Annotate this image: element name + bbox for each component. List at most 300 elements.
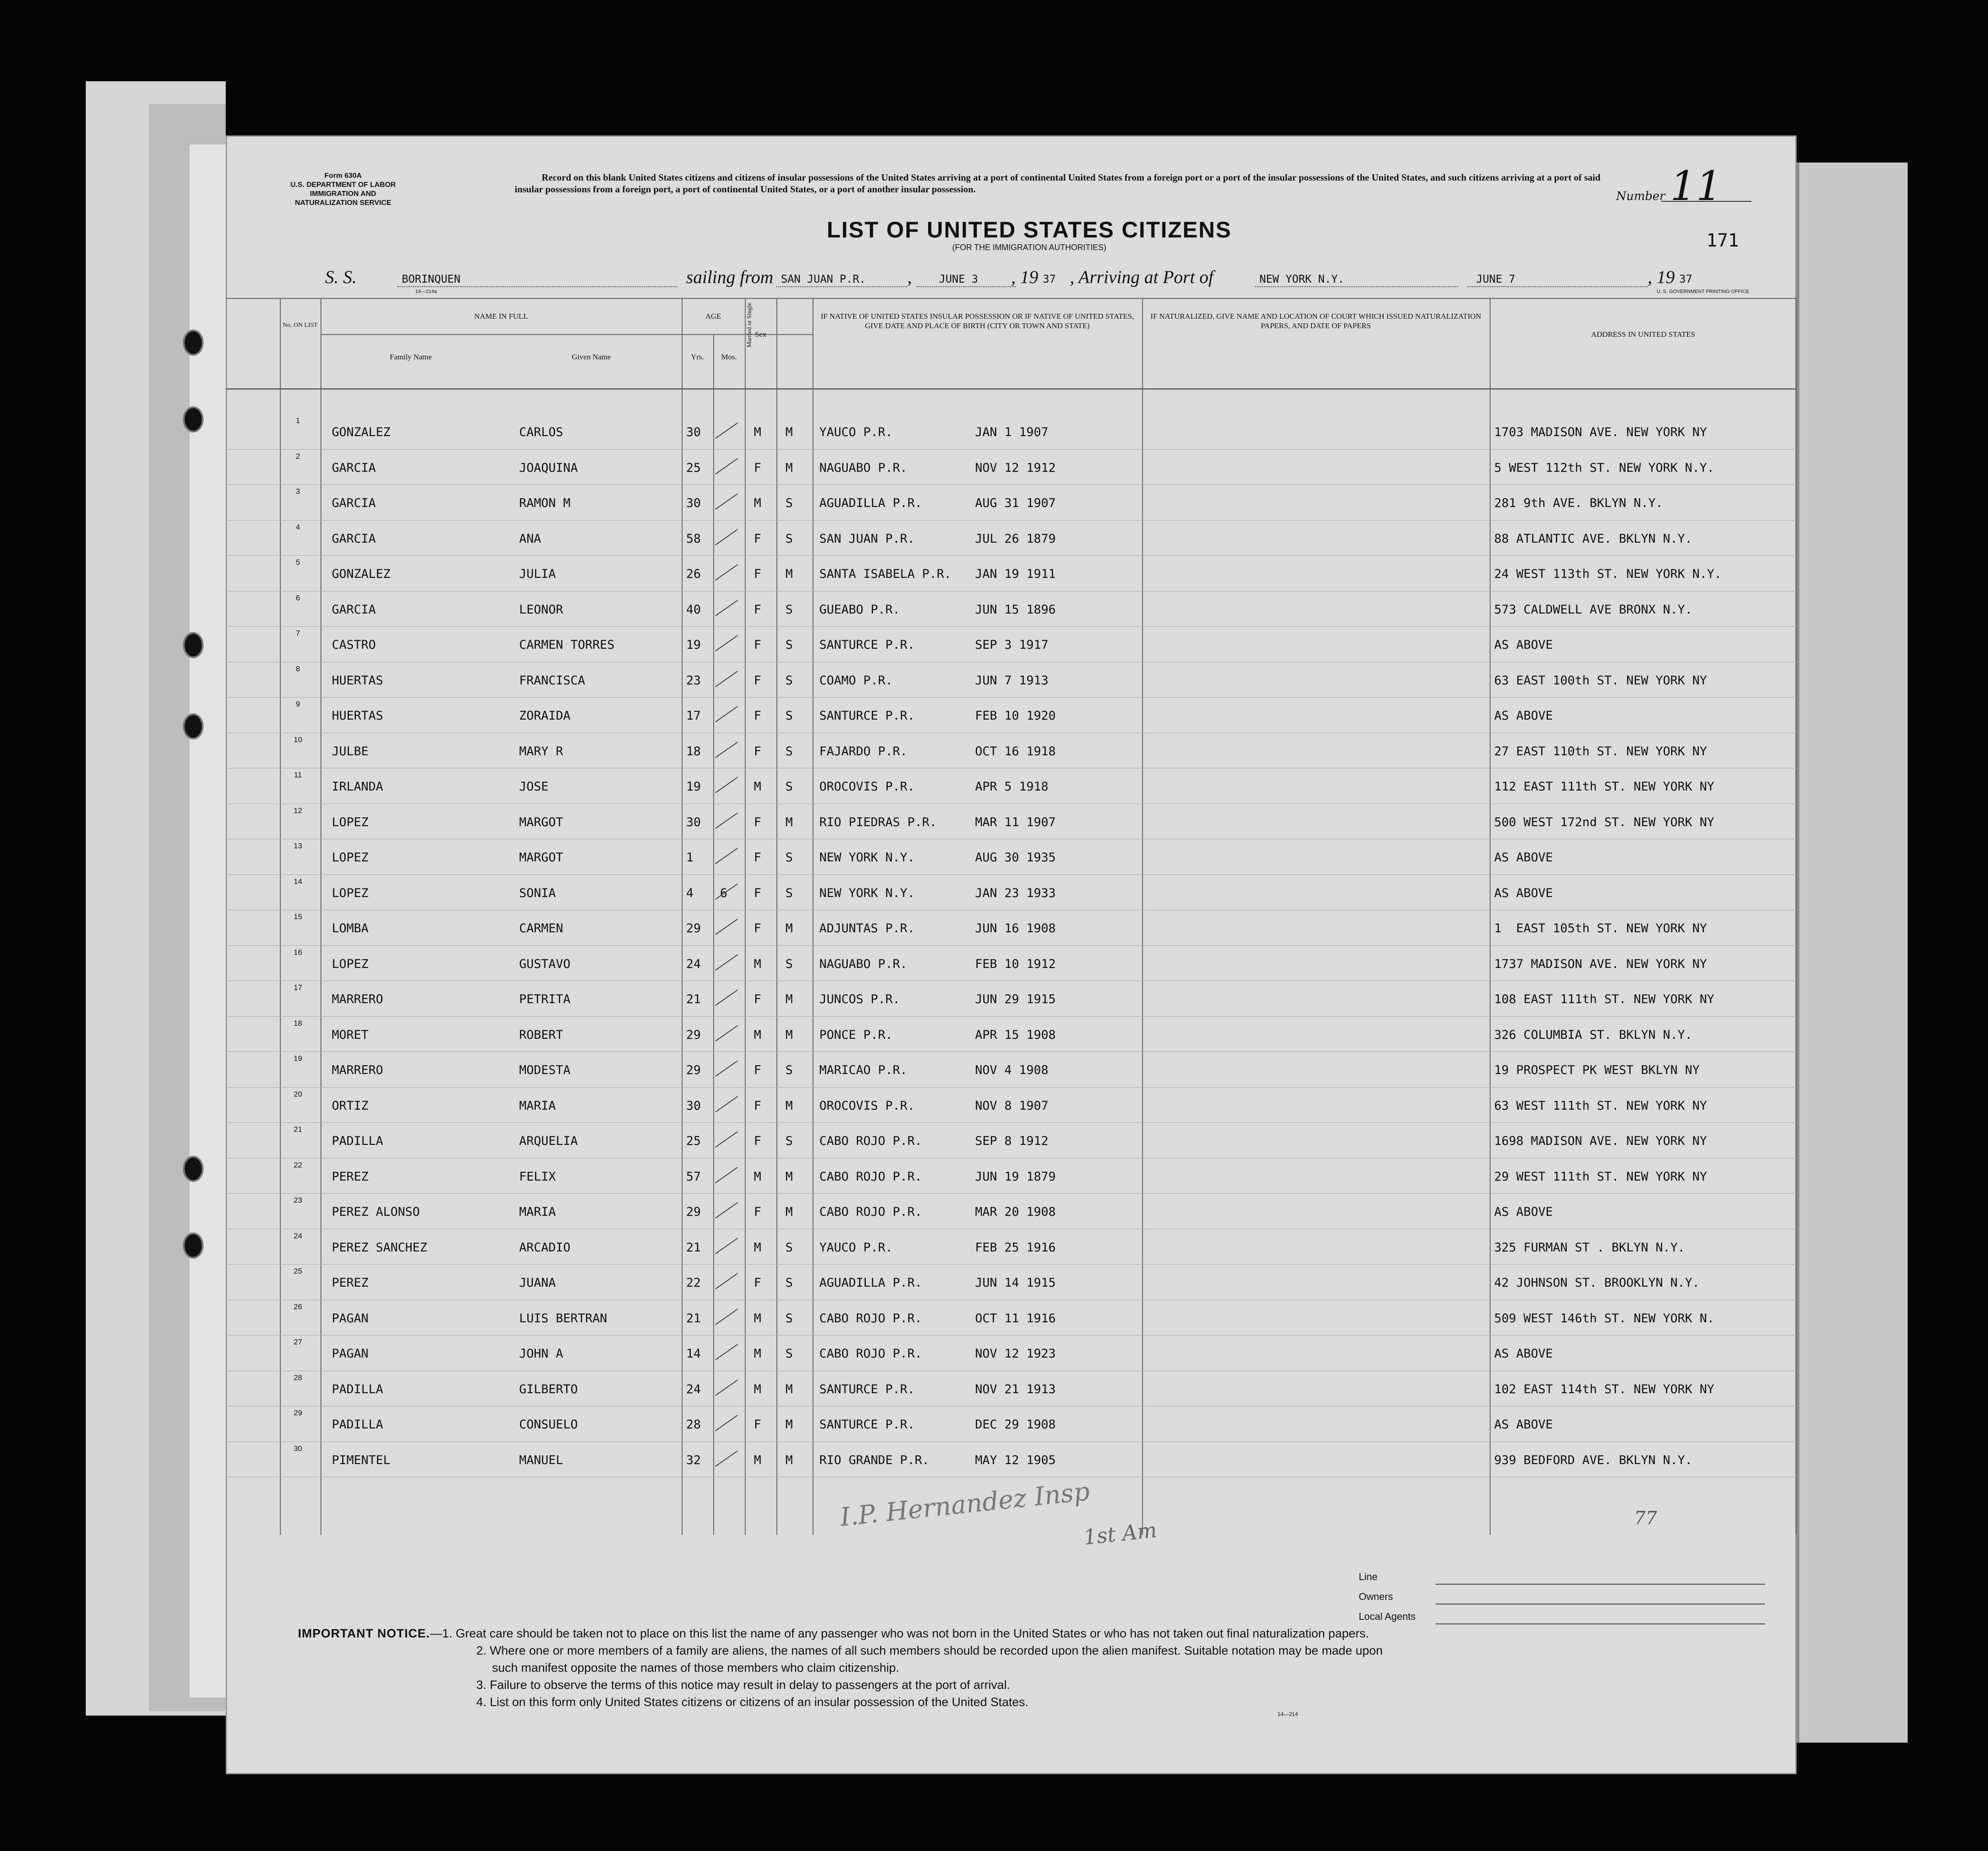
- given-name: ANA: [519, 531, 541, 546]
- marital-status: M: [785, 1028, 793, 1042]
- family-name: GONZALEZ: [332, 567, 391, 581]
- address: 325 FURMAN ST . BKLYN N.Y.: [1494, 1240, 1685, 1255]
- age-years: 14: [686, 1347, 701, 1361]
- check-mark: [715, 954, 738, 970]
- given-name: CARMEN TORRES: [519, 638, 615, 652]
- row-number: 14: [293, 877, 302, 886]
- age-years: 30: [686, 1098, 701, 1113]
- row-number: 30: [293, 1444, 302, 1453]
- given-name: MARGOT: [519, 815, 563, 829]
- departure-date: JUNE 3: [939, 273, 978, 285]
- table-row: [226, 629, 1797, 668]
- row-number: 25: [293, 1267, 302, 1275]
- inspector-signature: I.P. Hernandez Insp: [839, 1477, 1092, 1532]
- birth-place: NEW YORK N.Y.: [819, 851, 915, 865]
- header-no-on-list: No. ON LIST: [283, 322, 318, 329]
- marital-status: S: [785, 1276, 793, 1290]
- header-mos: Mos.: [721, 353, 737, 361]
- voyage-line: [325, 266, 1774, 293]
- birth-place: AGUADILLA P.R.: [819, 1276, 922, 1290]
- table-row: [226, 451, 1797, 491]
- table-row: [226, 771, 1797, 810]
- marital-status: M: [785, 1453, 793, 1467]
- marital-status: M: [785, 1169, 793, 1184]
- age-years: 25: [686, 460, 701, 475]
- family-name: ORTIZ: [332, 1098, 369, 1113]
- address: AS ABOVE: [1494, 638, 1553, 652]
- department: U.S. DEPARTMENT OF LABOR: [290, 181, 396, 189]
- row-number: 8: [296, 664, 300, 673]
- row-number: 9: [296, 700, 300, 708]
- table-row: [226, 1054, 1797, 1093]
- row-number: 2: [296, 451, 300, 460]
- given-name: ZORAIDA: [519, 709, 571, 723]
- check-mark: [715, 1237, 738, 1254]
- family-name: PEREZ SANCHEZ: [332, 1240, 427, 1255]
- row-number: 3: [296, 487, 300, 496]
- family-name: PADILLA: [332, 1418, 383, 1432]
- check-mark: [715, 1131, 738, 1148]
- header-naturalized: IF NATURALIZED, GIVE NAME AND LOCATION OF COURT WHICH ISSUED NATURALIZATION PAPERS, AND DATE OF PAPERS: [1150, 312, 1482, 330]
- sex: F: [754, 1098, 762, 1113]
- marital-status: S: [785, 1311, 793, 1325]
- marital-status: S: [785, 1347, 793, 1361]
- birth-date: NOV 4 1908: [975, 1063, 1049, 1077]
- check-mark: [715, 1379, 738, 1395]
- header-sex: Sex: [755, 330, 766, 339]
- check-mark: [715, 670, 738, 687]
- given-name: FELIX: [519, 1169, 556, 1184]
- marital-status: S: [785, 496, 793, 510]
- address: AS ABOVE: [1494, 1205, 1553, 1219]
- birth-place: MARICAO P.R.: [819, 1063, 908, 1077]
- birth-place: RIO GRANDE P.R.: [819, 1453, 929, 1467]
- sex: F: [754, 886, 762, 900]
- birth-place: SAN JUAN P.R.: [819, 531, 915, 546]
- family-name: MARRERO: [332, 1063, 383, 1077]
- birth-place: NAGUABO P.R.: [819, 460, 908, 475]
- row-rule: [226, 520, 1797, 521]
- family-name: MORET: [332, 1028, 369, 1042]
- check-mark: [715, 1273, 738, 1289]
- row-rule: [226, 1122, 1797, 1123]
- address: 1 EAST 105th ST. NEW YORK NY: [1494, 921, 1707, 935]
- row-number: 15: [293, 912, 302, 921]
- birth-date: FEB 10 1920: [975, 709, 1056, 723]
- row-rule: [226, 1016, 1797, 1017]
- marital-status: S: [785, 638, 793, 652]
- birth-date: JUN 16 1908: [975, 921, 1056, 935]
- table-row: [226, 416, 1797, 456]
- punch-hole: [183, 330, 204, 356]
- owners-label: Owners: [1359, 1591, 1393, 1602]
- arrival-year-prefix: , 19: [1648, 267, 1675, 287]
- address: 108 EAST 111th ST. NEW YORK NY: [1494, 992, 1714, 1006]
- marital-status: S: [785, 531, 793, 546]
- marital-status: M: [785, 460, 793, 475]
- agents-row: [1359, 1611, 1765, 1631]
- check-mark: [715, 529, 738, 545]
- row-rule: [226, 1193, 1797, 1194]
- line-row: [1359, 1571, 1765, 1591]
- given-name: MARIA: [519, 1205, 556, 1219]
- address: 509 WEST 146th ST. NEW YORK N.: [1494, 1311, 1714, 1325]
- family-name: LOPEZ: [332, 886, 369, 900]
- owners-row: [1359, 1591, 1765, 1611]
- punch-hole: [183, 632, 204, 658]
- row-number: 27: [293, 1338, 302, 1346]
- table-row: [226, 1231, 1797, 1271]
- birth-place: RIO PIEDRAS P.R.: [819, 815, 937, 829]
- header-bottom-rule: [226, 388, 1797, 390]
- family-name: PEREZ: [332, 1276, 369, 1290]
- sex: F: [754, 638, 762, 652]
- name-subheader-rule: [320, 334, 813, 335]
- family-name: PADILLA: [332, 1134, 383, 1148]
- check-mark: [715, 706, 738, 722]
- birth-date: APR 15 1908: [975, 1028, 1056, 1042]
- family-name: MARRERO: [332, 992, 383, 1006]
- birth-place: COAMO P.R.: [819, 673, 893, 688]
- age-years: 29: [686, 921, 701, 935]
- family-name: GARCIA: [332, 496, 376, 510]
- form-number: Form 630A: [324, 172, 362, 180]
- departure-year: 37: [1043, 273, 1056, 285]
- table-row: [226, 912, 1797, 952]
- table-row: [226, 1160, 1797, 1200]
- marital-status: M: [785, 425, 793, 439]
- birth-date: MAY 12 1905: [975, 1453, 1056, 1467]
- notice-item-4: 4. List on this form only United States citizens or citizens of an insular possession of the United States.: [476, 1695, 1029, 1709]
- marital-status: M: [785, 1205, 793, 1219]
- given-name: ARQUELIA: [519, 1134, 578, 1148]
- sex: F: [754, 1134, 762, 1148]
- family-name: GONZALEZ: [332, 425, 391, 439]
- header-age: AGE: [705, 312, 721, 321]
- birth-date: JAN 23 1933: [975, 886, 1056, 900]
- birth-date: AUG 31 1907: [975, 496, 1056, 510]
- check-mark: [715, 1167, 738, 1183]
- family-name: GARCIA: [332, 602, 376, 617]
- birth-date: NOV 12 1923: [975, 1347, 1056, 1361]
- row-number: 19: [293, 1054, 302, 1063]
- address: AS ABOVE: [1494, 851, 1553, 865]
- fill-line: [1435, 1623, 1765, 1624]
- birth-date: DEC 29 1908: [975, 1418, 1056, 1432]
- sex: M: [754, 1382, 762, 1396]
- birth-date: NOV 21 1913: [975, 1382, 1056, 1396]
- table-row: [226, 1373, 1797, 1413]
- address: 19 PROSPECT PK WEST BKLYN NY: [1494, 1063, 1700, 1077]
- check-mark: [715, 635, 738, 651]
- age-years: 19: [686, 780, 701, 794]
- year-prefix: , 19: [1011, 267, 1038, 287]
- page-subtitle: (FOR THE IMMIGRATION AUTHORITIES): [952, 243, 1106, 252]
- birth-place: NEW YORK N.Y.: [819, 886, 915, 900]
- birth-date: JUN 14 1915: [975, 1276, 1056, 1290]
- family-name: PAGAN: [332, 1311, 369, 1325]
- record-instruction: Record on this blank United States citizens and citizens of insular possessions of the United States arriving at a port of continental United States from a foreign port or a port of the insular possessions of the United States, and such citizens arriving at a port of said insular possessions from a foreign port, a port of continental United States, or a port of another insular possession.: [515, 172, 1601, 195]
- check-mark: [715, 1025, 738, 1041]
- birth-place: ADJUNTAS P.R.: [819, 921, 915, 935]
- check-mark: [715, 1450, 738, 1466]
- family-name: PIMENTEL: [332, 1453, 391, 1467]
- age-years: 21: [686, 1240, 701, 1255]
- sex: F: [754, 851, 762, 865]
- birth-place: SANTURCE P.R.: [819, 638, 915, 652]
- address: 29 WEST 111th ST. NEW YORK NY: [1494, 1169, 1707, 1184]
- form-code: 14—214: [1277, 1711, 1298, 1717]
- age-years: 1: [686, 851, 694, 865]
- table-row: [226, 1019, 1797, 1058]
- row-number: 6: [296, 593, 300, 602]
- sex: F: [754, 531, 762, 546]
- marital-status: M: [785, 815, 793, 829]
- given-name: RAMON M: [519, 496, 571, 510]
- sex: F: [754, 1276, 762, 1290]
- birth-date: FEB 25 1916: [975, 1240, 1056, 1255]
- row-rule: [226, 945, 1797, 946]
- sailing-label: sailing from: [686, 267, 773, 287]
- table-row: [226, 806, 1797, 846]
- ss-label: S. S.: [325, 267, 357, 287]
- binding-strip-edge: [190, 144, 226, 1698]
- underlying-page-edge: [1797, 163, 1908, 1743]
- given-name: FRANCISCA: [519, 673, 585, 688]
- family-name: PEREZ: [332, 1169, 369, 1184]
- check-mark: [715, 777, 738, 793]
- sex: F: [754, 602, 762, 617]
- row-number: 7: [296, 629, 300, 637]
- check-mark: [715, 848, 738, 864]
- printing-office: U. S. GOVERNMENT PRINTING OFFICE: [1657, 289, 1750, 294]
- notice-item-1: [298, 1625, 1369, 1642]
- row-number: 18: [293, 1019, 302, 1028]
- table-row: [226, 1125, 1797, 1164]
- row-number: 16: [293, 948, 302, 957]
- fill-line: [1435, 1584, 1765, 1585]
- birth-place: YAUCO P.R.: [819, 1240, 893, 1255]
- sex: F: [754, 815, 762, 829]
- address: 281 9th AVE. BKLYN N.Y.: [1494, 496, 1663, 510]
- form-identifier: [275, 172, 411, 208]
- birth-place: YAUCO P.R.: [819, 425, 893, 439]
- row-rule: [226, 484, 1797, 485]
- table-row: [226, 1338, 1797, 1377]
- table-row: [226, 664, 1797, 704]
- address: 500 WEST 172nd ST. NEW YORK NY: [1494, 815, 1714, 829]
- marital-status: S: [785, 709, 793, 723]
- sex: M: [754, 1347, 762, 1361]
- birth-date: JAN 19 1911: [975, 567, 1056, 581]
- given-name: GILBERTO: [519, 1382, 578, 1396]
- arrival-date-dotline: [1467, 286, 1648, 287]
- marital-status: M: [785, 921, 793, 935]
- marital-status: M: [785, 992, 793, 1006]
- address: AS ABOVE: [1494, 886, 1553, 900]
- table-row: [226, 983, 1797, 1023]
- header-yrs: Yrs.: [691, 353, 704, 361]
- address: AS ABOVE: [1494, 1418, 1553, 1432]
- row-rule: [226, 1264, 1797, 1265]
- sex: F: [754, 1063, 762, 1077]
- birth-date: MAR 20 1908: [975, 1205, 1056, 1219]
- arrival-port-dotline: [1255, 286, 1458, 287]
- birth-date: JUL 26 1879: [975, 531, 1056, 546]
- passenger-table: [226, 298, 1797, 1535]
- check-mark: [715, 423, 738, 439]
- check-mark: [715, 990, 738, 1006]
- address: 1698 MADISON AVE. NEW YORK NY: [1494, 1134, 1707, 1148]
- punch-hole: [183, 1156, 204, 1182]
- row-rule: [226, 874, 1797, 875]
- age-years: 22: [686, 1276, 701, 1290]
- birth-place: OROCOVIS P.R.: [819, 780, 915, 794]
- given-name: MODESTA: [519, 1063, 571, 1077]
- check-mark: [715, 493, 738, 510]
- check-mark: [715, 458, 738, 474]
- age-years: 19: [686, 638, 701, 652]
- address: 102 EAST 114th ST. NEW YORK NY: [1494, 1382, 1714, 1396]
- address: 1703 MADISON AVE. NEW YORK NY: [1494, 425, 1707, 439]
- given-name: CONSUELO: [519, 1418, 578, 1432]
- check-mark: [715, 1308, 738, 1325]
- arrival-port: NEW YORK N.Y.: [1259, 273, 1344, 285]
- age-years: 24: [686, 957, 701, 971]
- sex: M: [754, 1311, 762, 1325]
- row-rule: [226, 1087, 1797, 1088]
- service-line-1: IMMIGRATION AND: [310, 190, 376, 198]
- punch-hole: [183, 406, 204, 433]
- row-number: 11: [294, 771, 302, 779]
- sex: F: [754, 673, 762, 688]
- age-years: 30: [686, 425, 701, 439]
- row-number: 21: [293, 1125, 302, 1134]
- birth-place: SANTA ISABELA P.R.: [819, 567, 952, 581]
- notice-text-1: —1. Great care should be taken not to place on this list the name of any passenger who was not born in the United States or who has not taken out final naturalization papers.: [430, 1627, 1369, 1640]
- birth-date: JUN 7 1913: [975, 673, 1049, 688]
- birth-date: NOV 12 1912: [975, 460, 1056, 475]
- sex: F: [754, 1418, 762, 1432]
- family-name: GARCIA: [332, 460, 376, 475]
- row-number: 23: [293, 1196, 302, 1205]
- family-name: JULBE: [332, 744, 369, 758]
- number-label: Number: [1616, 190, 1665, 203]
- marital-status: S: [785, 1134, 793, 1148]
- check-mark: [715, 1202, 738, 1218]
- marital-status: S: [785, 957, 793, 971]
- punch-hole: [183, 713, 204, 739]
- table-row: [226, 1444, 1797, 1484]
- list-number: 11: [1670, 163, 1722, 210]
- row-number: 22: [293, 1160, 302, 1169]
- given-name: SONIA: [519, 886, 556, 900]
- date-dotline: [916, 286, 1016, 287]
- header-married-single: Married or Single: [746, 302, 753, 348]
- given-name: PETRITA: [519, 992, 571, 1006]
- birth-place: AGUADILLA P.R.: [819, 496, 922, 510]
- birth-place: PONCE P.R.: [819, 1028, 893, 1042]
- row-number: 20: [293, 1089, 302, 1098]
- row-rule: [226, 449, 1797, 450]
- birth-date: MAR 11 1907: [975, 815, 1056, 829]
- address: 112 EAST 111th ST. NEW YORK NY: [1494, 780, 1714, 794]
- address: AS ABOVE: [1494, 1347, 1553, 1361]
- birth-place: NAGUABO P.R.: [819, 957, 908, 971]
- header-address: ADDRESS IN UNITED STATES: [1591, 330, 1695, 339]
- age-years: 17: [686, 709, 701, 723]
- birth-date: JUN 19 1879: [975, 1169, 1056, 1184]
- table-row: [226, 522, 1797, 562]
- marital-status: S: [785, 673, 793, 688]
- age-years: 40: [686, 602, 701, 617]
- manifest-page: [226, 135, 1797, 1774]
- table-top-rule: [226, 298, 1797, 299]
- row-number: 12: [293, 806, 302, 815]
- given-name: MARGOT: [519, 851, 563, 865]
- sex: F: [754, 567, 762, 581]
- row-number: 28: [293, 1373, 302, 1382]
- table-row: [226, 1409, 1797, 1448]
- age-years: 25: [686, 1134, 701, 1148]
- ship-dotline: [397, 286, 677, 287]
- sex: M: [754, 1453, 762, 1467]
- sex: M: [754, 780, 762, 794]
- age-years: 30: [686, 815, 701, 829]
- address: 42 JOHNSON ST. BROOKLYN N.Y.: [1494, 1276, 1700, 1290]
- table-row: [226, 1089, 1797, 1129]
- age-years: 24: [686, 1382, 701, 1396]
- row-number: 1: [296, 416, 300, 425]
- birth-place: JUNCOS P.R.: [819, 992, 900, 1006]
- given-name: MARIA: [519, 1098, 556, 1113]
- given-name: JULIA: [519, 567, 556, 581]
- family-name: PEREZ ALONSO: [332, 1205, 420, 1219]
- birth-date: SEP 8 1912: [975, 1134, 1049, 1148]
- punch-hole: [183, 1232, 204, 1259]
- family-name: LOPEZ: [332, 815, 369, 829]
- age-years: 29: [686, 1028, 701, 1042]
- family-name: HUERTAS: [332, 709, 383, 723]
- birth-date: APR 5 1918: [975, 780, 1049, 794]
- table-row: [226, 948, 1797, 987]
- sex: F: [754, 1205, 762, 1219]
- given-name: CARLOS: [519, 425, 563, 439]
- ship-name: BORINQUEN: [402, 273, 461, 285]
- service-line-2: NATURALIZATION SERVICE: [295, 199, 391, 207]
- check-mark: [715, 1415, 738, 1431]
- table-row: [226, 1196, 1797, 1235]
- family-name: HUERTAS: [332, 673, 383, 688]
- age-years: 30: [686, 496, 701, 510]
- table-row: [226, 700, 1797, 739]
- row-number: 10: [293, 735, 302, 744]
- birth-date: AUG 30 1935: [975, 851, 1056, 865]
- sex: F: [754, 921, 762, 935]
- birth-place: CABO ROJO P.R.: [819, 1134, 922, 1148]
- marital-status: M: [785, 1382, 793, 1396]
- address: 326 COLUMBIA ST. BKLYN N.Y.: [1494, 1028, 1692, 1042]
- check-mark: [715, 1096, 738, 1112]
- local-agents-label: Local Agents: [1359, 1611, 1416, 1622]
- page-title: LIST OF UNITED STATES CITIZENS: [827, 217, 1232, 242]
- marital-status: S: [785, 602, 793, 617]
- marital-status: M: [785, 1418, 793, 1432]
- sex: F: [754, 992, 762, 1006]
- sex: M: [754, 1169, 762, 1184]
- row-rule: [226, 697, 1797, 698]
- row-number: 4: [296, 522, 300, 531]
